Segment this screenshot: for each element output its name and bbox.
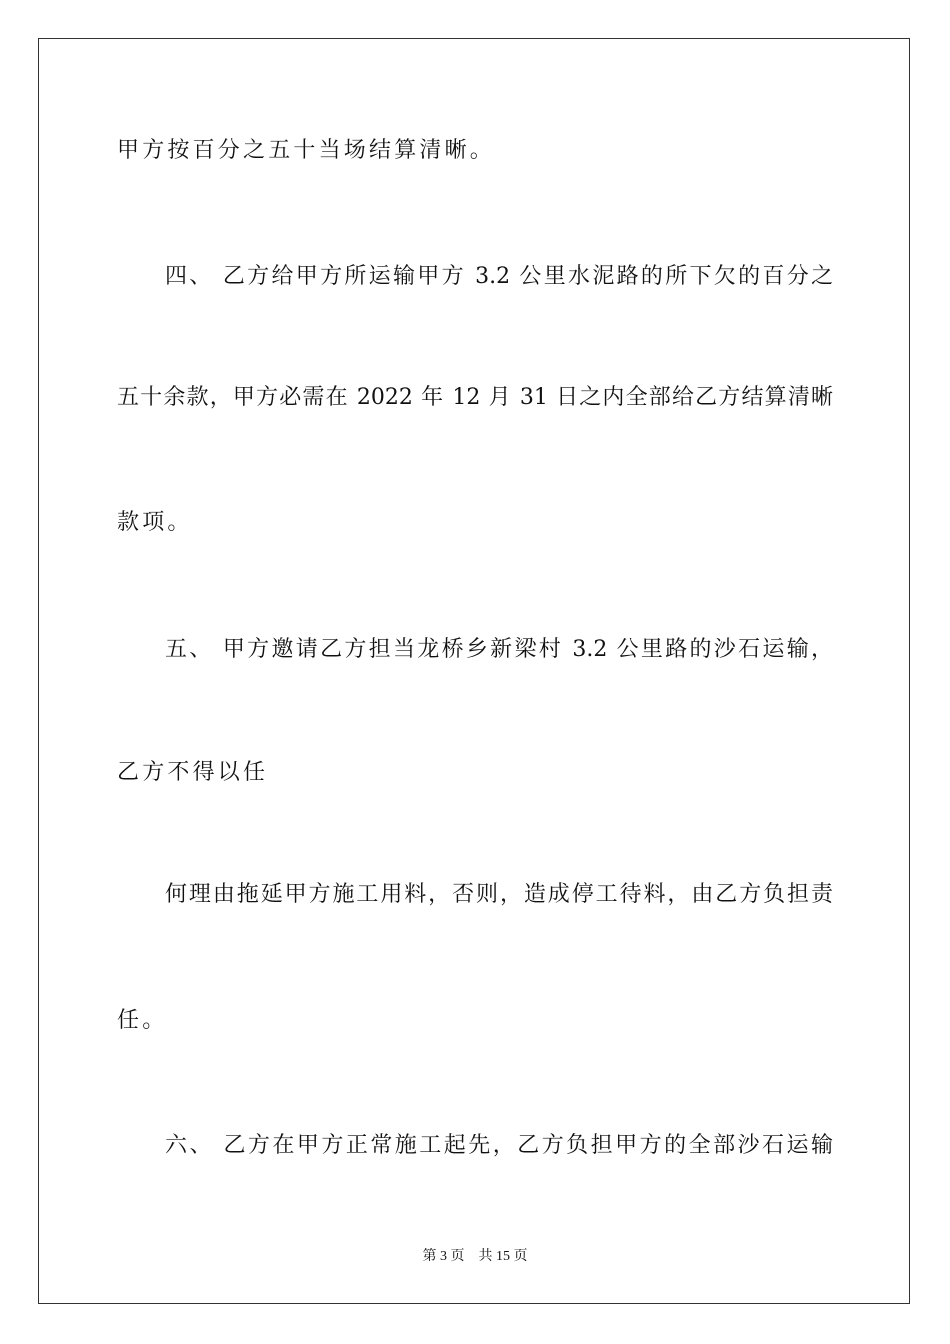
page-border bbox=[38, 38, 910, 1304]
paragraph-line: 五十余款，甲方必需在 2022 年 12 月 31 日之内全部给乙方结算清晰 bbox=[117, 385, 833, 410]
paragraph-line: 任。 bbox=[117, 1008, 168, 1033]
page-total: 共 15 页 bbox=[478, 1249, 528, 1264]
clause-four-line: 四、 乙方给甲方所运输甲方 3.2 公里水泥路的所下欠的百分之 bbox=[165, 264, 833, 289]
paragraph-line: 何理由拖延甲方施工用料，否则，造成停工待料，由乙方负担责 bbox=[165, 882, 833, 907]
paragraph-line: 款项。 bbox=[117, 510, 193, 535]
paragraph-line: 乙方不得以任 bbox=[117, 760, 269, 785]
paragraph-line: 甲方按百分之五十当场结算清晰。 bbox=[117, 138, 496, 163]
clause-six-line: 六、 乙方在甲方正常施工起先，乙方负担甲方的全部沙石运输 bbox=[165, 1133, 833, 1158]
page-number: 第 3 页 bbox=[422, 1249, 465, 1264]
page-footer bbox=[0, 1248, 950, 1266]
clause-five-line: 五、 甲方邀请乙方担当龙桥乡新梁村 3.2 公里路的沙石运输， bbox=[165, 637, 833, 662]
